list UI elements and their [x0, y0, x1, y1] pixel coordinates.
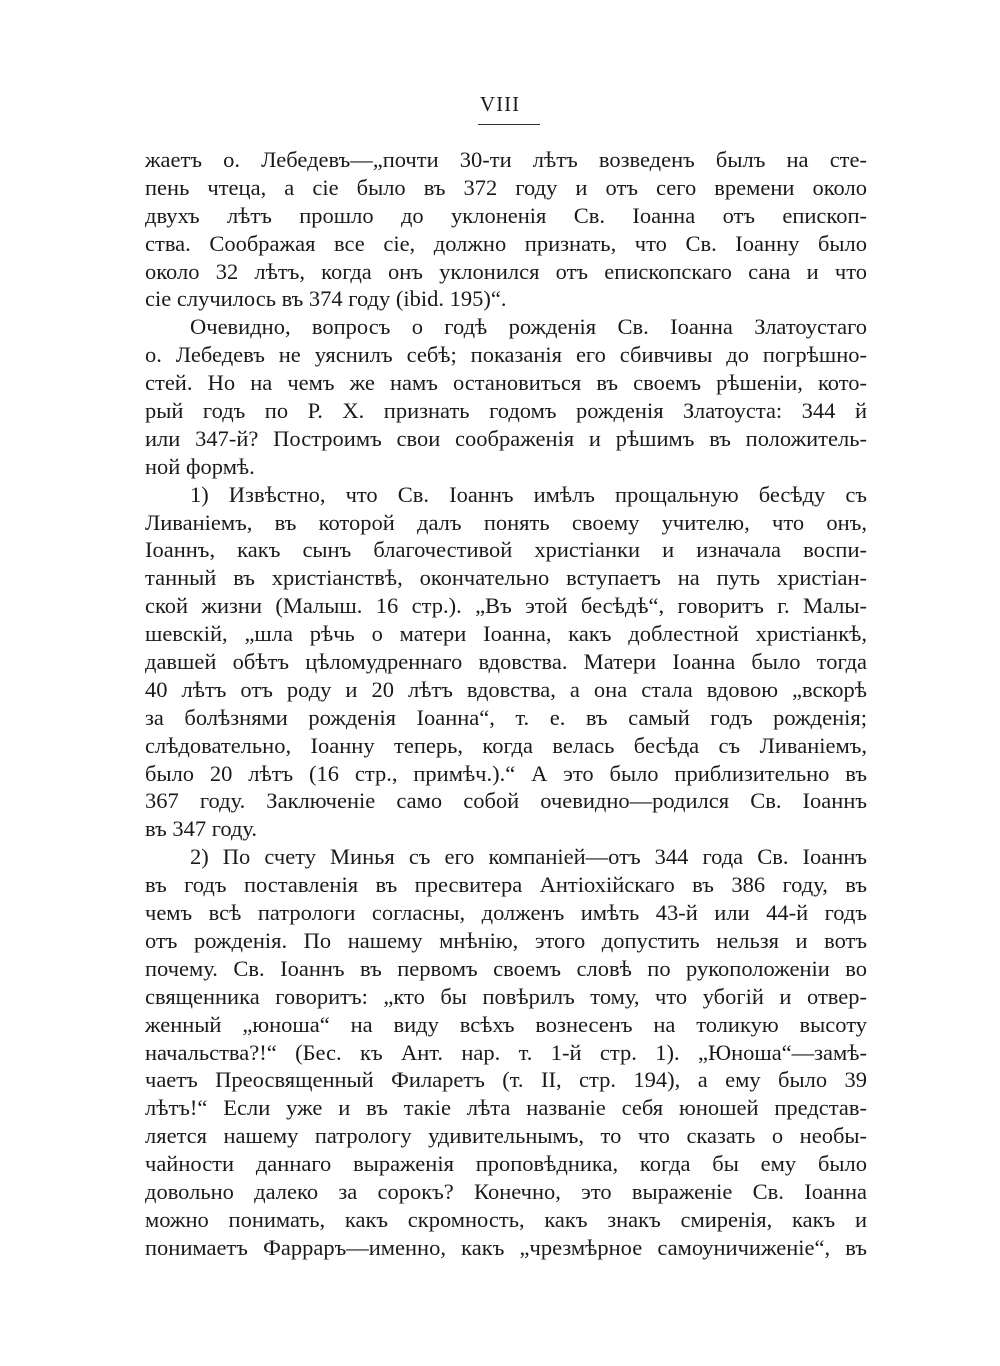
text-line: о. Лебедевъ не уяснилъ себѣ; показанія его сбивчивы до погрѣшно-: [145, 342, 867, 368]
text-line: 40 лѣтъ отъ роду и 20 лѣтъ вдовства, а она стала вдовою „вскорѣ: [145, 676, 867, 702]
text-line: чаетъ Преосвященный Филаретъ (т. II, стр. 194), а ему было 39: [145, 1067, 867, 1093]
text-line: 1) Извѣстно, что Св. Іоаннъ имѣлъ прощальную бесѣду съ: [190, 481, 867, 507]
body-text: [145, 146, 867, 1262]
text-line: стей. Но на чемъ же намъ остановиться въ своемъ рѣшеніи, кото-: [145, 370, 867, 396]
text-line: женный „юноша“ на виду всѣхъ вознесенъ на толикую высоту: [145, 1011, 867, 1037]
text-line: за болѣзнями рожденія Іоанна“, т. е. въ самый годъ рожденія;: [145, 704, 867, 730]
text-line: чайности даннаго выраженія проповѣдника, когда бы ему было: [145, 1151, 867, 1177]
page-number: VIII: [479, 92, 521, 116]
paragraph: [145, 843, 867, 1261]
paragraph: [145, 481, 867, 844]
paragraph: [145, 313, 867, 480]
text-line: лѣтъ!“ Если уже и въ такіе лѣта названіе себя юношей представ-: [145, 1095, 867, 1121]
text-line: ской жизни (Малыш. 16 стр.). „Въ этой бесѣдѣ“, говоритъ г. Малы-: [145, 593, 867, 619]
text-line: Ливаніемъ, въ которой далъ понять своему учителю, что онъ,: [145, 509, 867, 535]
text-line: почему. Св. Іоаннъ въ первомъ своемъ словѣ по рукоположеніи во: [145, 955, 867, 981]
text-line: священника говоритъ: „кто бы повѣрилъ тому, что убогій и отвер-: [145, 983, 867, 1009]
text-line: давшей обѣтъ цѣломудреннаго вдовства. Матери Іоанна было тогда: [145, 649, 867, 675]
text-line: жаетъ о. Лебедевъ—„почти 30-ти лѣтъ возведенъ былъ на сте-: [145, 147, 867, 172]
text-line: танный въ христіанствѣ, окончательно вступаетъ на путь христіан-: [145, 565, 867, 591]
text-line: было 20 лѣтъ (16 стр., примѣч.).“ А это было приблизительно въ: [145, 760, 867, 786]
text-line: отъ рожденія. По нашему мнѣнію, этого допустить нельзя и вотъ: [145, 927, 867, 953]
text-line: довольно далеко за сорокъ? Конечно, это выраженіе Св. Іоанна: [145, 1178, 867, 1204]
text-line: Іоаннъ, какъ сынъ благочестивой христіанки и изначала воспи-: [145, 537, 867, 563]
text-line: ства. Соображая все сіе, должно признать, что Св. Іоанну было: [145, 230, 867, 256]
text-line: слѣдовательно, Іоанну теперь, когда велась бесѣда съ Ливаніемъ,: [145, 732, 867, 758]
text-line: начальства?!“ (Бес. къ Ант. нар. т. 1-й стр. 1). „Юноша“—замѣ-: [145, 1039, 867, 1065]
text-line: ной формѣ.: [145, 453, 255, 479]
text-line: или 347-й? Построимъ свои соображенія и рѣшимъ въ положитель-: [145, 425, 867, 451]
text-line: въ годъ поставленія въ пресвитера Антіохійскаго въ 386 году, въ: [145, 872, 867, 898]
text-line: двухъ лѣтъ прошло до уклоненія Св. Іоанна отъ епископ-: [145, 202, 867, 228]
text-line: можно понимать, какъ скромность, какъ знакъ смиренія, какъ и: [145, 1206, 867, 1232]
text-line: сіе случилось въ 374 году (ibid. 195)“.: [145, 286, 507, 312]
text-line: 2) По счету Минья съ его компаніей—отъ 344 года Св. Іоаннъ: [190, 844, 867, 870]
text-line: Очевидно, вопросъ о годѣ рожденія Св. Іоанна Златоустаго: [190, 314, 867, 340]
text-line: шевскій, „шла рѣчь о матери Іоанна, какъ доблестной христіанкѣ,: [145, 621, 867, 647]
header-rule: [478, 124, 540, 125]
text-line: понимаетъ Фарраръ—именно, какъ „чрезмѣрное самоуничиженіе“, въ: [145, 1234, 867, 1260]
text-line: пень чтеца, а сіе было въ 372 году и отъ сего времени около: [145, 174, 867, 200]
text-line: чемъ всѣ патрологи согласны, долженъ имѣть 43-й или 44-й годъ: [145, 900, 867, 926]
text-line: ляется нашему патрологу удивительнымъ, то что сказать о необы-: [145, 1123, 867, 1149]
text-line: рый годъ по Р. Х. признать годомъ рожденія Златоуста: 344 й: [145, 398, 867, 424]
text-line: 367 году. Заключеніе само собой очевидно—родился Св. Іоаннъ: [145, 788, 867, 814]
text-line: около 32 лѣтъ, когда онъ уклонился отъ епископскаго сана и что: [145, 258, 867, 284]
paragraph: [145, 146, 867, 313]
text-line: въ 347 году.: [145, 816, 258, 842]
